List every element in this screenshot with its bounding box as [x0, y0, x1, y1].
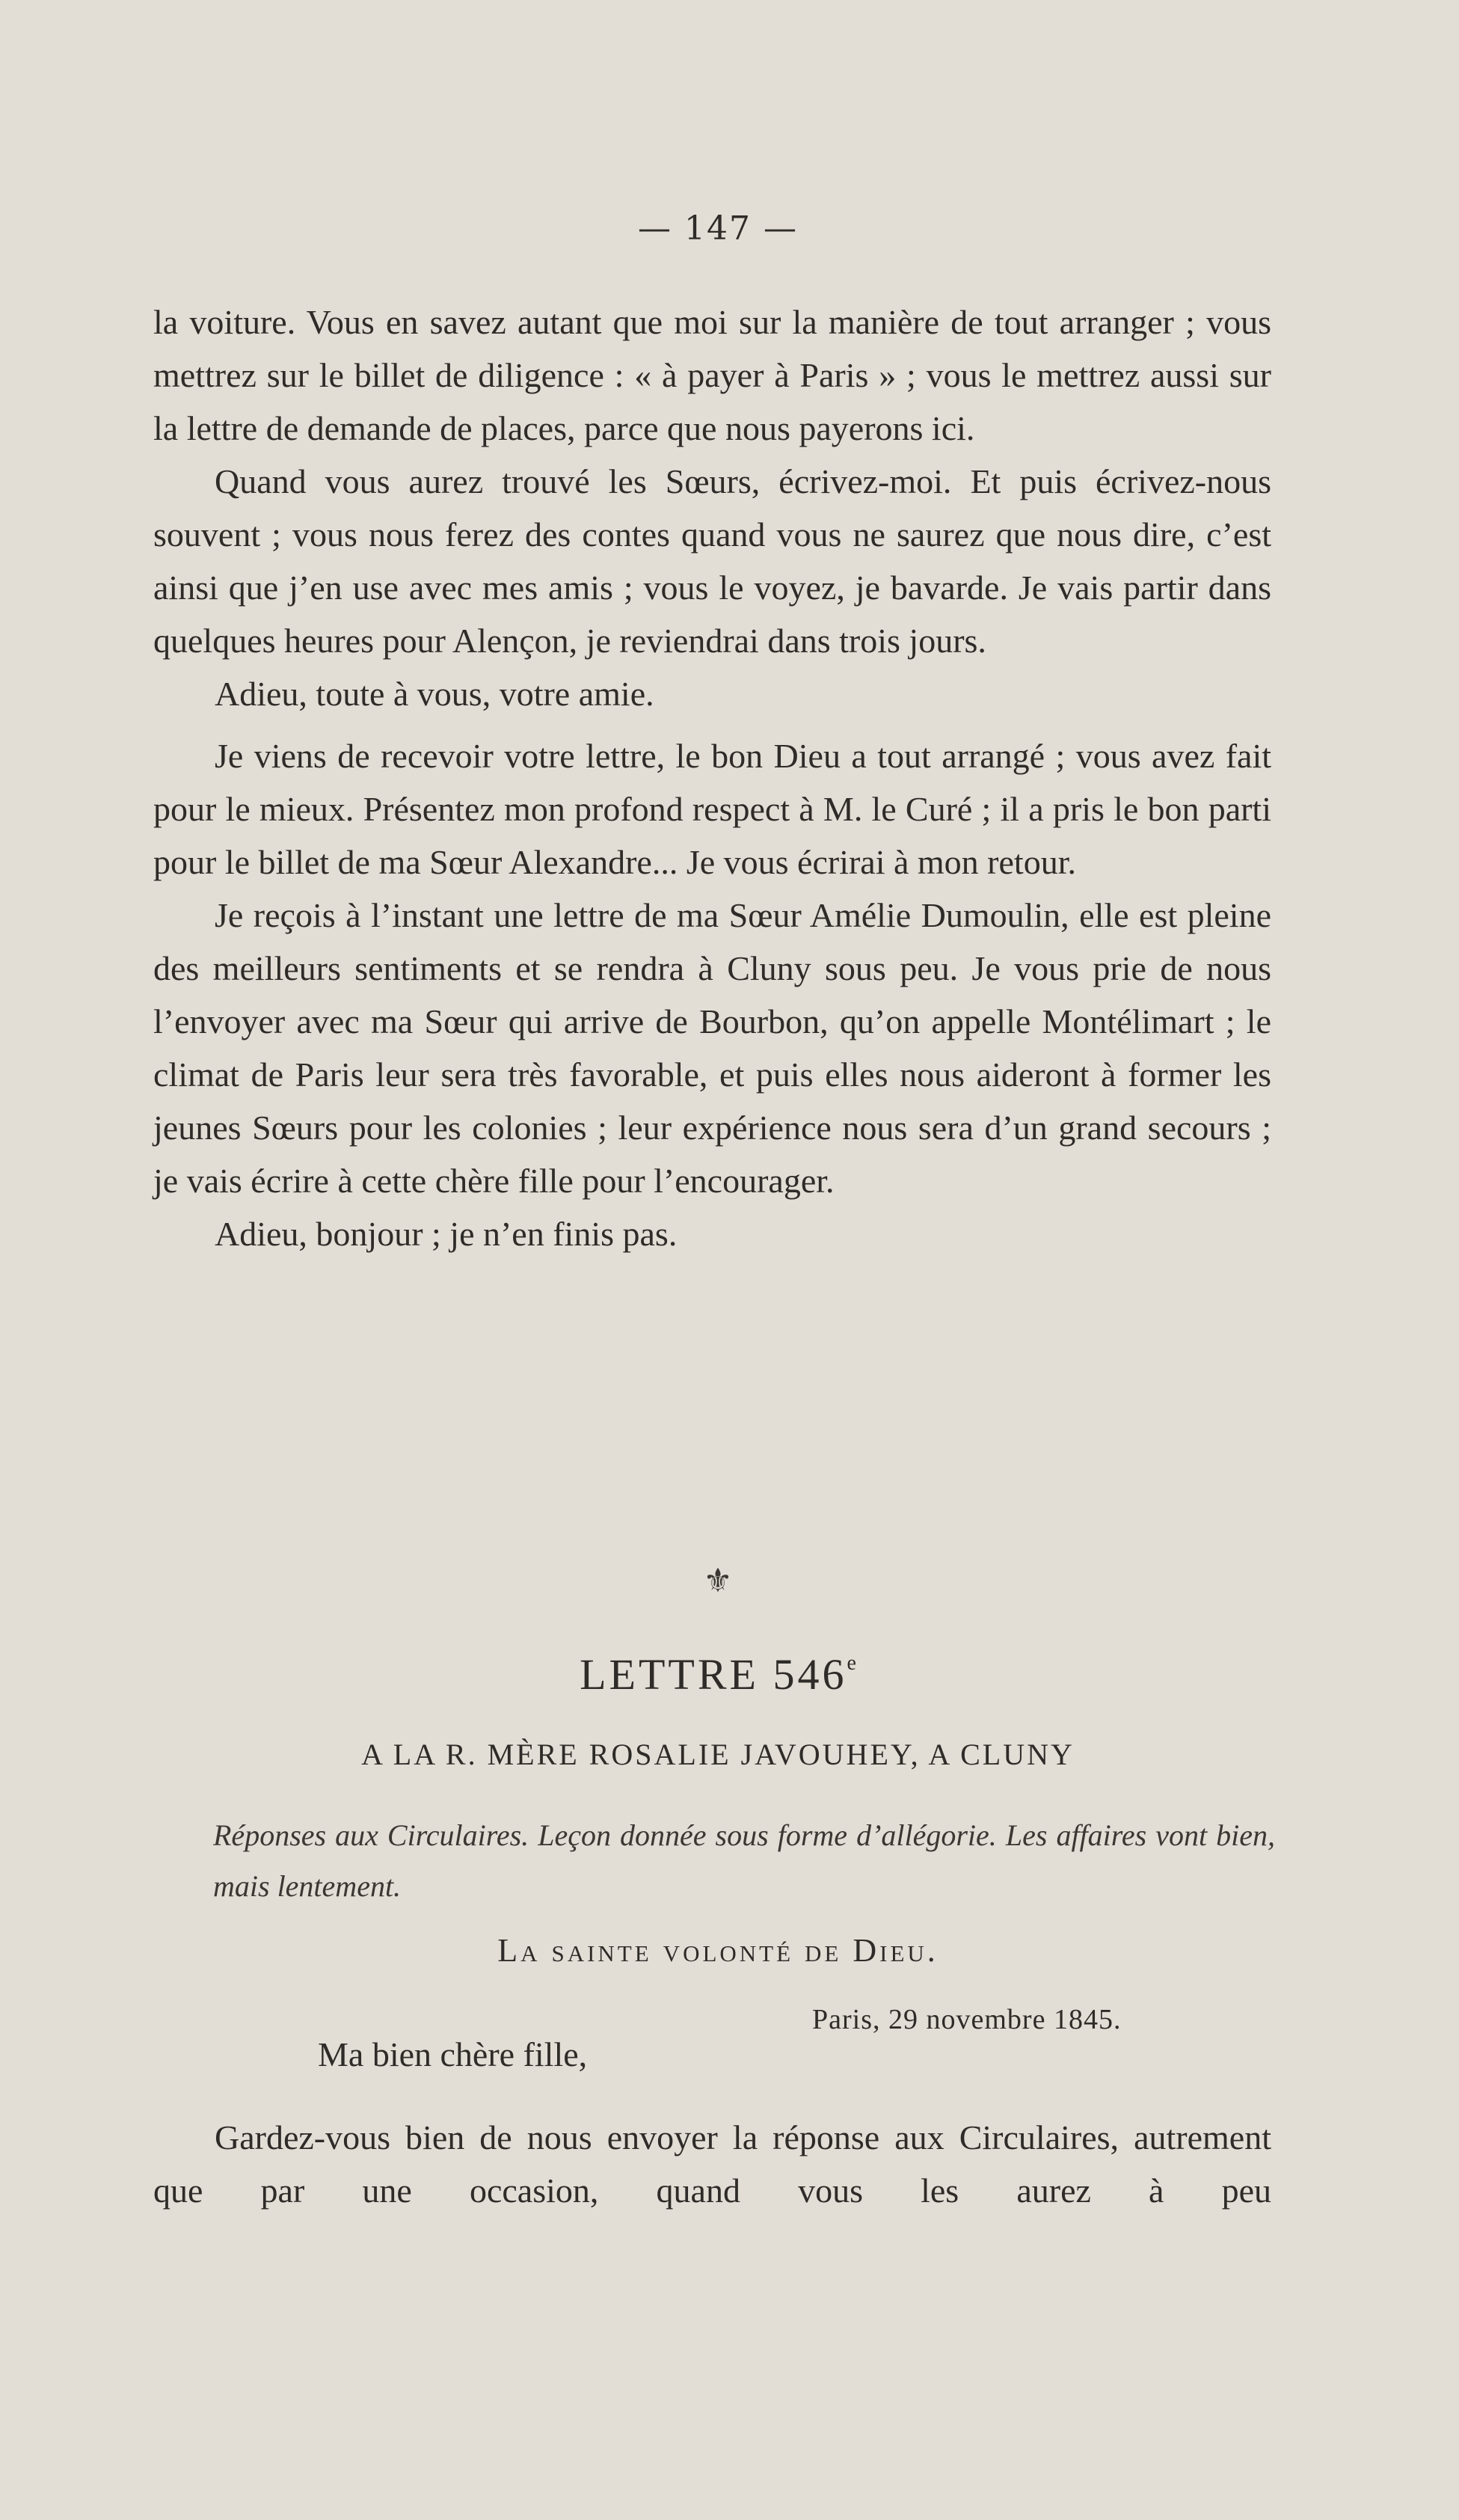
- paragraph: Quand vous aurez trouvé les Sœurs, écrivez-moi. Et puis écrivez-nous souvent ; vous nous ferez des contes quand vous ne saurez que nous dire, c’est ainsi que j’en use avec mes amis ; vous le voyez, je bavarde. Je vais partir dans quelques heures pour Alençon, je reviendrai dans trois jours.: [153, 462, 1271, 660]
- letter-continuation: [153, 295, 1271, 1260]
- letter-number-suffix: e: [847, 1652, 856, 1675]
- paragraph: la voiture. Vous en savez autant que moi sur la manière de tout arranger ; vous mettrez sur le billet de diligence : « à payer à Paris » ; vous le mettrez aussi sur la lettre de demande de places, parce que nous payerons ici.: [153, 303, 1271, 447]
- letter-heading: [0, 1649, 1436, 1699]
- page-number: — 147 —: [638, 209, 798, 248]
- letter-dateline: Paris, 29 novembre 1845.: [812, 2004, 1122, 2035]
- paragraph: Adieu, bonjour ; je n’en finis pas.: [215, 1215, 678, 1253]
- paragraph: Gardez-vous bien de nous envoyer la réponse aux Circulaires, autrement que par une occasion, quand vous les aurez à peu: [153, 2118, 1271, 2210]
- letter-body: [153, 2111, 1271, 2217]
- paragraph: Je viens de recevoir votre lettre, le bon Dieu a tout arrangé ; vous avez fait pour le mieux. Présentez mon profond respect à M. le Curé ; il a pris le bon parti pour le billet de ma Sœur Alexandre... Je vous écrirai à mon retour.: [153, 737, 1271, 881]
- fleuron-ornament-icon: ⚜: [703, 1562, 733, 1600]
- paragraph: Je reçois à l’instant une lettre de ma Sœur Amélie Dumoulin, elle est pleine des meilleurs sentiments et se rendra à Cluny sous peu. Je vous prie de nous l’envoyer avec ma Sœur qui arrive de Bourbon, qu’on appelle Montélimart ; le climat de Paris leur sera très favorable, et puis elles nous aideront à former les jeunes Sœurs pour les colonies ; leur expérience nous sera d’un grand secours ; je vais écrire à cette chère fille pour l’encourager.: [153, 896, 1271, 1200]
- paragraph: Adieu, toute à vous, votre amie.: [215, 675, 654, 713]
- letter-salutation: Ma bien chère fille,: [318, 2035, 588, 2073]
- letter-summary: Réponses aux Circulaires. Leçon donnée sous forme d’allégorie. Les affaires vont bien, mais lentement.: [213, 1818, 1275, 1903]
- letter-recipient: A LA R. MÈRE ROSALIE JAVOUHEY, A CLUNY: [361, 1738, 1075, 1771]
- letter-motto: La sainte volonté de Dieu.: [497, 1932, 939, 1969]
- letter-number: LETTRE 546: [580, 1650, 847, 1699]
